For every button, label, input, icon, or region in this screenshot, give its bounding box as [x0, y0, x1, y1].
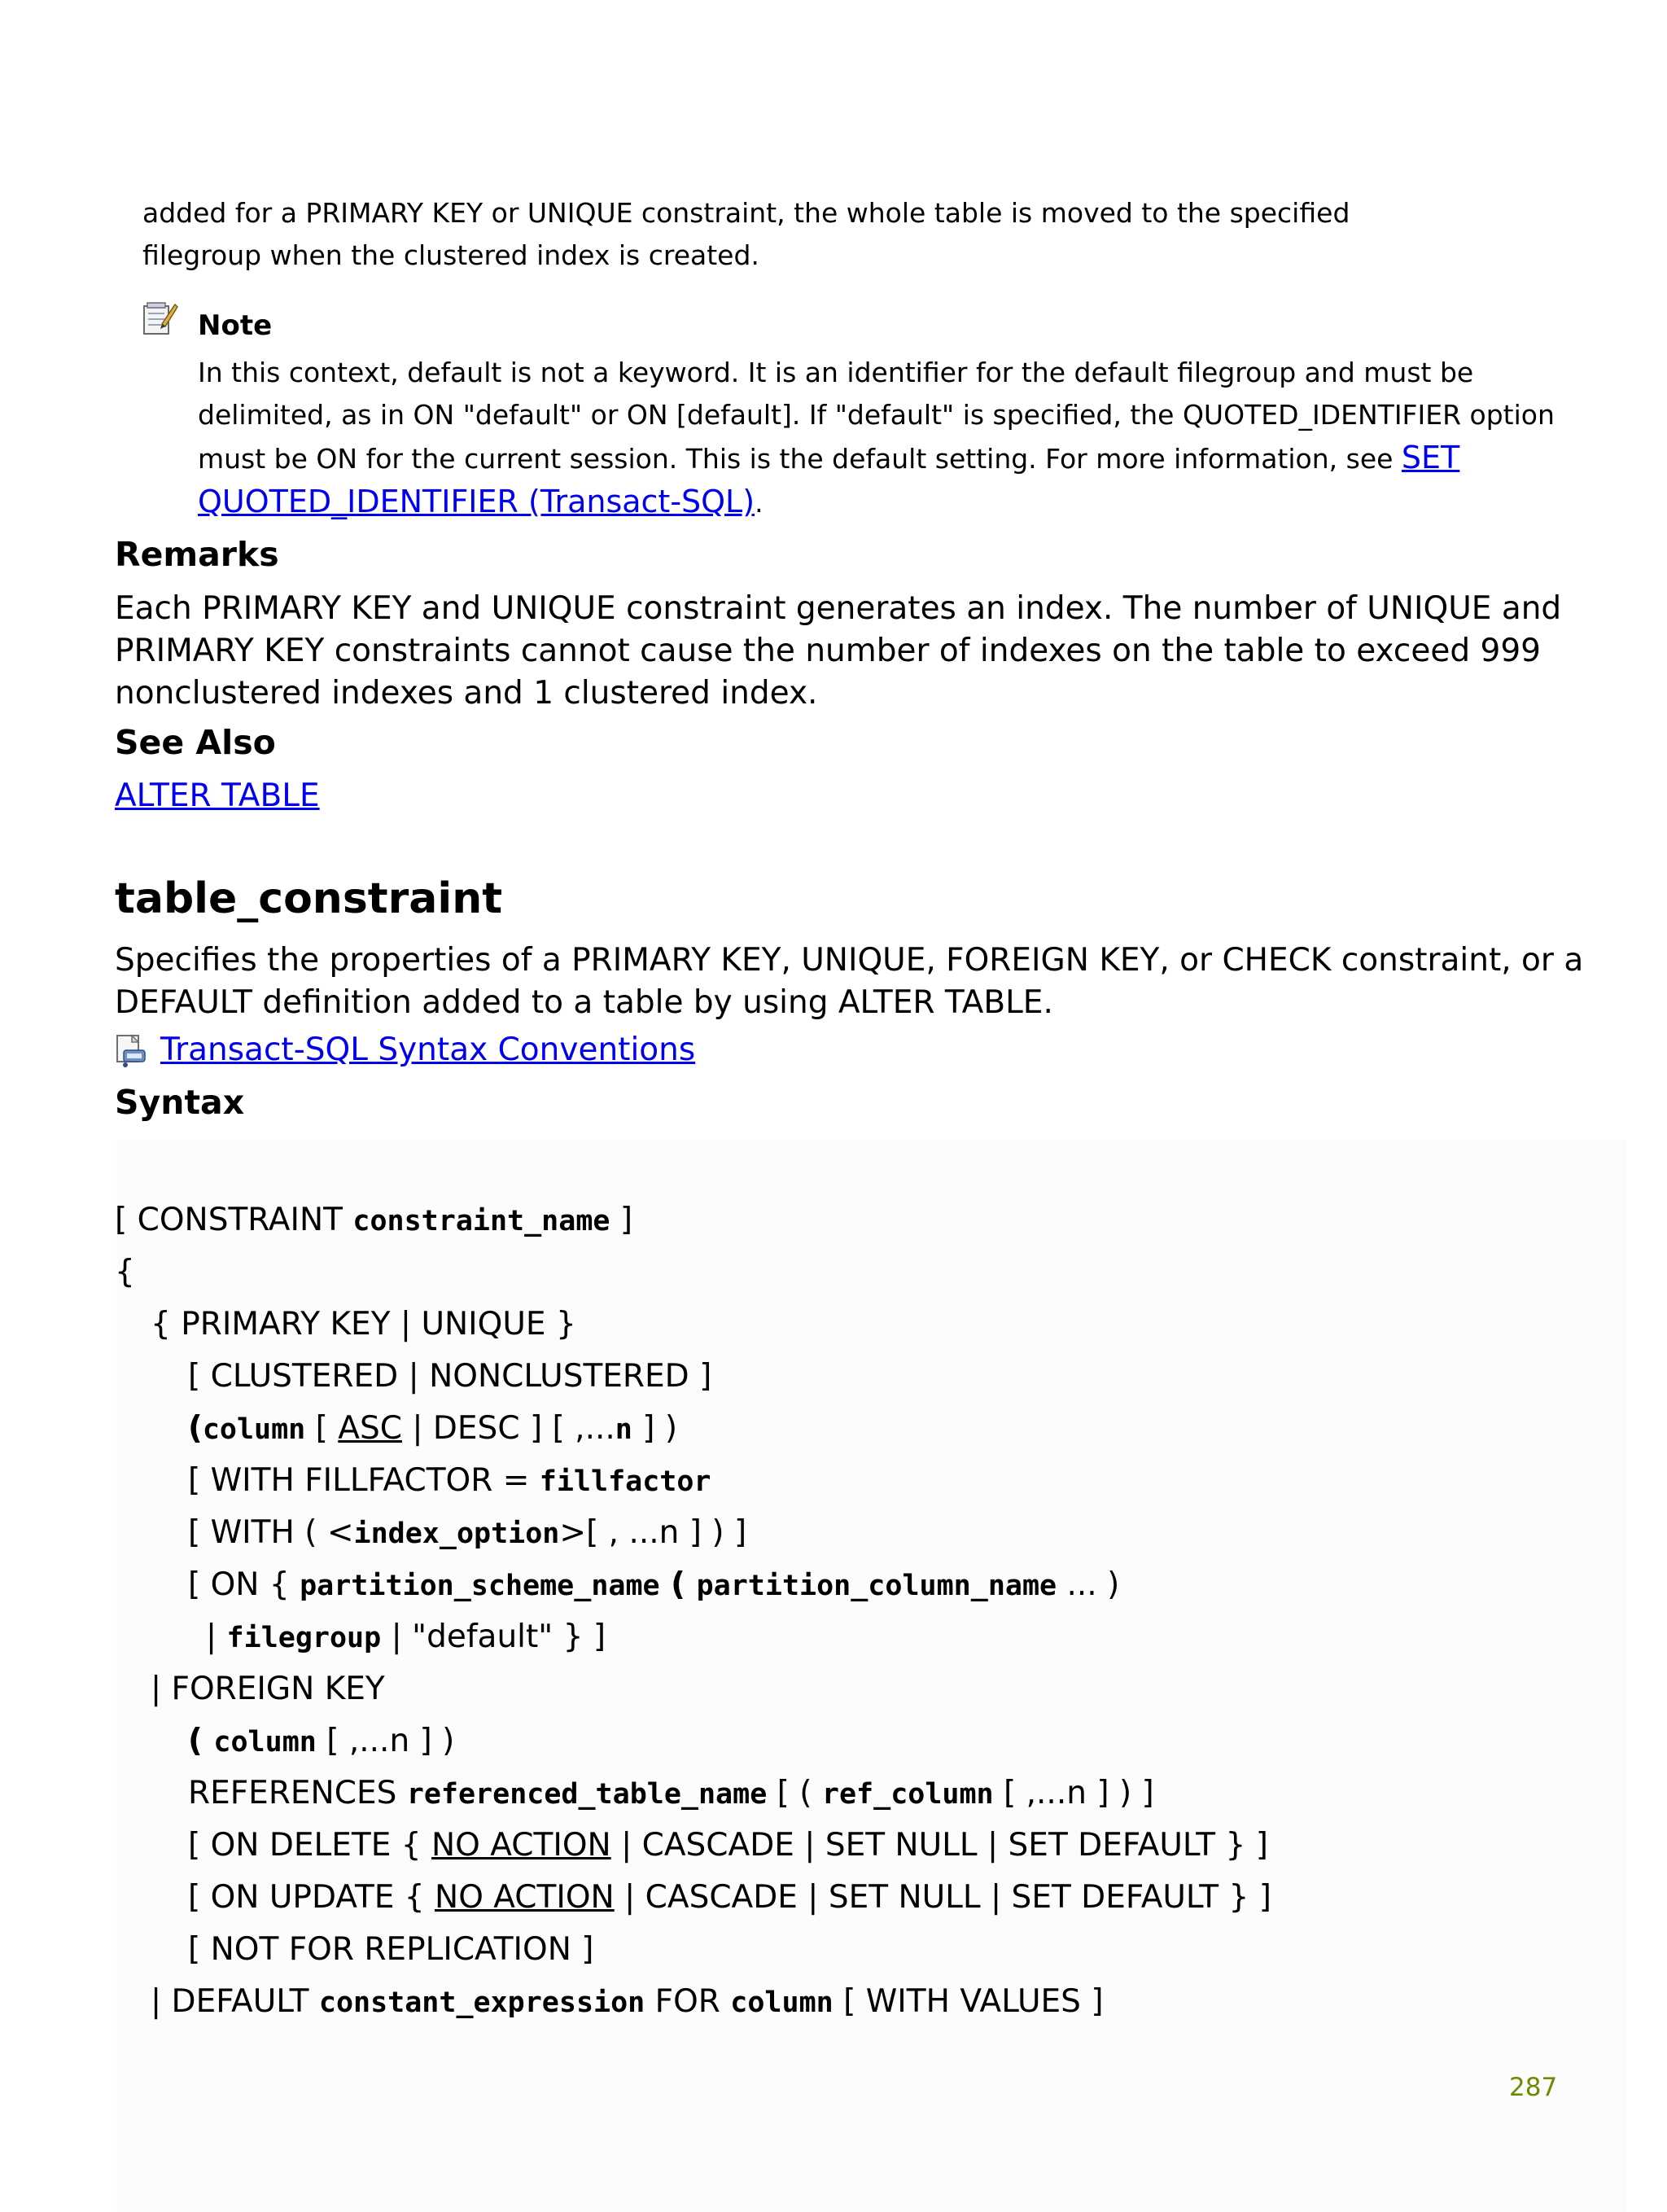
- description-line: Specifies the properties of a PRIMARY KEY, UNIQUE, FOREIGN KEY, or CHECK constraint, or a: [115, 942, 1584, 979]
- syntax-text: [ CONSTRAINT: [115, 1202, 353, 1238]
- syntax-conventions-icon: [114, 1032, 150, 1068]
- remarks-paragraph: [115, 588, 1561, 715]
- note-line: [198, 480, 1555, 524]
- syntax-line: [115, 1194, 1271, 1246]
- syntax-text: FOR: [645, 1983, 731, 2020]
- syntax-text: (: [659, 1566, 697, 1603]
- see-also-heading: See Also: [115, 723, 276, 762]
- syntax-line: [ NOT FOR REPLICATION ]: [188, 1931, 594, 1968]
- note-trailing: .: [755, 487, 763, 519]
- syntax-block: [115, 1194, 1271, 2028]
- syntax-text: | DESC ] [ ,...: [401, 1410, 615, 1447]
- syntax-default-option: ASC: [338, 1410, 402, 1447]
- note-line: [198, 436, 1555, 480]
- section-description: [115, 940, 1583, 1024]
- syntax-text: | "default" } ]: [381, 1618, 606, 1655]
- syntax-line: [115, 1455, 1271, 1507]
- remarks-heading: Remarks: [115, 535, 279, 574]
- syntax-argument: fillfactor: [539, 1465, 711, 1498]
- syntax-text: | CASCADE | SET NULL | SET DEFAULT } ]: [614, 1879, 1271, 1916]
- syntax-text: ... ): [1057, 1566, 1120, 1603]
- syntax-text: [ WITH ( <: [188, 1514, 354, 1551]
- note-line: delimited, as in ON "default" or ON [default]. If "default" is specified, the QUOTED_IDENTIFIER option: [198, 399, 1555, 431]
- syntax-argument: partition_column_name: [696, 1570, 1057, 1602]
- syntax-argument: column: [730, 1986, 834, 2019]
- syntax-line: [115, 1507, 1271, 1559]
- note-line-text: must be ON for the current session. This is the default setting. For more information, see: [198, 443, 1402, 475]
- syntax-text: [ ON DELETE {: [188, 1827, 431, 1864]
- remarks-line: Each PRIMARY KEY and UNIQUE constraint generates an index. The number of UNIQUE and: [115, 590, 1562, 627]
- syntax-text: (: [188, 1410, 203, 1447]
- conventions-link-row: [160, 1029, 695, 1071]
- syntax-text: >[ , ...n ] ) ]: [559, 1514, 747, 1551]
- syntax-text: ]: [610, 1202, 633, 1238]
- syntax-argument: constant_expression: [318, 1986, 645, 2019]
- syntax-text: [ ,...n ] ): [316, 1723, 455, 1759]
- alter-table-link[interactable]: ALTER TABLE: [115, 777, 320, 814]
- syntax-text: |: [206, 1618, 227, 1655]
- set-quoted-identifier-link-continued[interactable]: QUOTED_IDENTIFIER (Transact-SQL): [198, 484, 755, 519]
- syntax-argument: column: [202, 1413, 306, 1446]
- note-pad-icon: [141, 300, 178, 337]
- syntax-line: [115, 1715, 1271, 1767]
- syntax-text: | CASCADE | SET NULL | SET DEFAULT } ]: [610, 1827, 1268, 1864]
- syntax-text: [ WITH FILLFACTOR =: [188, 1462, 540, 1499]
- syntax-text: [ (: [767, 1775, 822, 1811]
- syntax-text: [ ON {: [188, 1566, 300, 1603]
- syntax-line: | FOREIGN KEY: [151, 1671, 385, 1707]
- syntax-line: [115, 1820, 1271, 1872]
- syntax-line: [115, 1976, 1271, 2028]
- note-title: Note: [198, 309, 273, 342]
- syntax-argument: partition_scheme_name: [300, 1570, 660, 1602]
- set-quoted-identifier-link[interactable]: SET: [1401, 440, 1460, 475]
- page-number: 287: [1509, 2073, 1558, 2102]
- syntax-argument: ref_column: [821, 1778, 994, 1811]
- syntax-default-option: NO ACTION: [431, 1827, 611, 1864]
- syntax-text: [: [305, 1410, 339, 1447]
- intro-paragraph: [142, 192, 1350, 277]
- syntax-argument: n: [615, 1413, 632, 1446]
- syntax-line: {: [115, 1254, 135, 1290]
- syntax-argument: index_option: [353, 1518, 560, 1550]
- syntax-argument: referenced_table_name: [406, 1778, 768, 1811]
- note-body: [198, 352, 1555, 524]
- syntax-argument: constraint_name: [352, 1205, 610, 1237]
- syntax-text: [ ,...n ] ) ]: [993, 1775, 1154, 1811]
- note-line: In this context, default is not a keyword. It is an identifier for the default filegroup and must be: [198, 357, 1474, 388]
- syntax-default-option: NO ACTION: [435, 1879, 615, 1916]
- syntax-text: REFERENCES: [188, 1775, 407, 1811]
- syntax-text: | DEFAULT: [151, 1983, 319, 2020]
- intro-line: added for a PRIMARY KEY or UNIQUE constraint, the whole table is moved to the specified: [142, 197, 1350, 229]
- section-title: table_constraint: [115, 874, 503, 923]
- syntax-argument: filegroup: [226, 1622, 382, 1654]
- syntax-line: { PRIMARY KEY | UNIQUE }: [151, 1306, 576, 1343]
- transact-sql-syntax-conventions-link[interactable]: Transact-SQL Syntax Conventions: [160, 1032, 696, 1068]
- syntax-line: [115, 1559, 1271, 1611]
- description-line: DEFAULT definition added to a table by using ALTER TABLE.: [115, 984, 1053, 1021]
- remarks-line: nonclustered indexes and 1 clustered index.: [115, 675, 818, 712]
- syntax-heading: Syntax: [115, 1083, 245, 1122]
- syntax-text: ] ): [632, 1410, 678, 1447]
- syntax-line: [115, 1767, 1271, 1820]
- syntax-line: [ CLUSTERED | NONCLUSTERED ]: [188, 1358, 712, 1395]
- remarks-line: PRIMARY KEY constraints cannot cause the number of indexes on the table to exceed 999: [115, 633, 1541, 669]
- syntax-line: [115, 1611, 1271, 1663]
- syntax-line: [115, 1403, 1271, 1455]
- intro-line: filegroup when the clustered index is created.: [142, 239, 759, 271]
- syntax-argument: column: [213, 1726, 317, 1759]
- syntax-text: (: [188, 1723, 214, 1759]
- syntax-text: [ ON UPDATE {: [188, 1879, 435, 1916]
- syntax-text: [ WITH VALUES ]: [833, 1983, 1104, 2020]
- syntax-line: [115, 1872, 1271, 1924]
- see-also-links: [115, 775, 320, 817]
